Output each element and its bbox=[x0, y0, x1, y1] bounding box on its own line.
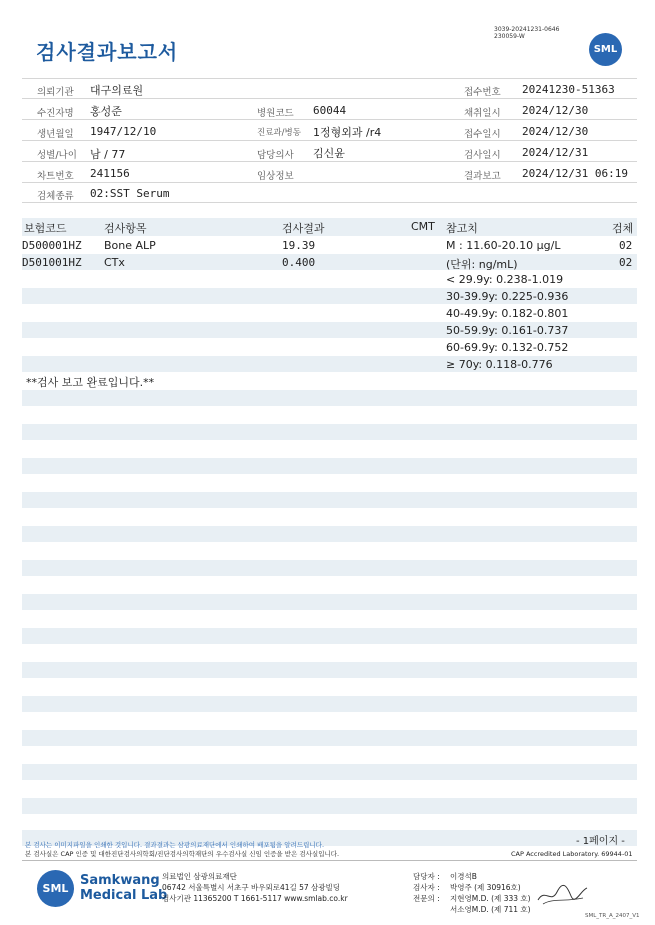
sml-logo-icon: SML bbox=[37, 870, 74, 907]
birth-label: 생년월일 bbox=[37, 129, 74, 140]
col-header-specimen: 검체 bbox=[612, 222, 634, 235]
signature-icon bbox=[535, 880, 590, 910]
org-contact: 검사기관 11365200 T 1661-5117 www.smlab.co.kr bbox=[162, 894, 348, 903]
cap-accreditation: CAP Accredited Laboratory. 69944-01 bbox=[511, 850, 633, 858]
reference-line: < 29.9y: 0.238-1.019 bbox=[446, 273, 564, 286]
col-header-cmt: CMT bbox=[411, 220, 435, 233]
reference-line: 30-39.9y: 0.225-0.936 bbox=[446, 290, 569, 303]
table-row-result: 0.400 bbox=[282, 256, 316, 269]
test-date-value: 2024/12/31 bbox=[522, 146, 589, 159]
form-code: SML_TR_A_2407_V1 bbox=[585, 913, 640, 919]
receipt-date-label: 접수일시 bbox=[464, 129, 501, 140]
table-row-result: 19.39 bbox=[282, 239, 316, 252]
reference-line: 50-59.9y: 0.161-0.737 bbox=[446, 324, 569, 337]
report-complete-note: **검사 보고 완료입니다.** bbox=[26, 376, 155, 389]
report-date-value: 2024/12/31 06:19 bbox=[522, 167, 628, 180]
table-stripe bbox=[22, 390, 637, 406]
dept-value: 1정형외과 /r4 bbox=[313, 126, 382, 139]
patient-name-label: 수진자명 bbox=[37, 108, 74, 119]
table-row-item: CTx bbox=[104, 256, 125, 269]
institution-label: 의뢰기관 bbox=[37, 87, 74, 98]
table-stripe bbox=[22, 696, 637, 712]
brand-line1: Samkwang bbox=[80, 873, 160, 888]
col-header-item: 검사항목 bbox=[104, 222, 147, 235]
org-address: 06742 서울특별시 서초구 바우뫼로41길 57 삼광빌딩 bbox=[162, 883, 341, 892]
table-row-code: D501001HZ bbox=[22, 256, 82, 269]
table-row-code: D500001HZ bbox=[22, 239, 82, 252]
dept-label: 진료과/병동 bbox=[257, 128, 301, 138]
table-row-item: Bone ALP bbox=[104, 239, 156, 252]
sex-age-value: 남 / 77 bbox=[90, 148, 126, 161]
brand-line2: Medical Lab bbox=[80, 888, 168, 903]
table-stripe bbox=[22, 424, 637, 440]
org-name: 의료법인 삼광의료재단 bbox=[162, 872, 237, 881]
footer-note-cap: 본 검사실은 CAP 인증 및 대한진단검사의학회/진단검사의학재단의 우수검사실 신임 인증을 받은 검사실입니다. bbox=[25, 850, 340, 858]
doctor-label: 담당의사 bbox=[257, 150, 294, 161]
staff-value: 박영주 (제 30916호) bbox=[450, 883, 521, 892]
staff-label: 전문의 : bbox=[413, 894, 440, 903]
reference-line: 40-49.9y: 0.182-0.801 bbox=[446, 307, 569, 320]
hospital-code-value: 60044 bbox=[313, 104, 347, 117]
divider bbox=[22, 78, 637, 79]
receipt-no-value: 20241230-51363 bbox=[522, 83, 615, 96]
table-stripe bbox=[22, 560, 637, 576]
sml-logo-icon: SML bbox=[589, 33, 622, 66]
table-stripe bbox=[22, 662, 637, 678]
sex-age-label: 성별/나이 bbox=[37, 150, 77, 161]
report-date-label: 결과보고 bbox=[464, 171, 501, 182]
table-row-specimen: 02 bbox=[619, 256, 633, 269]
page-title: 검사결과보고서 bbox=[36, 40, 179, 64]
hospital-code-label: 병원코드 bbox=[257, 108, 294, 119]
patient-name-value: 홍성준 bbox=[90, 105, 122, 118]
specimen-type-label: 검체종류 bbox=[37, 191, 74, 202]
reference-line: ≥ 70y: 0.118-0.776 bbox=[446, 358, 553, 371]
staff-label: 담당자 : bbox=[413, 872, 440, 881]
divider bbox=[22, 202, 637, 203]
table-row-reference: (단위: ng/mL) bbox=[446, 258, 518, 271]
collect-date-label: 채취일시 bbox=[464, 108, 501, 119]
table-row-specimen: 02 bbox=[619, 239, 633, 252]
table-stripe bbox=[22, 594, 637, 610]
staff-value: 이경석B bbox=[450, 872, 477, 881]
table-stripe bbox=[22, 492, 637, 508]
table-stripe bbox=[22, 798, 637, 814]
brand-name bbox=[80, 873, 167, 903]
document-number bbox=[494, 26, 559, 40]
page-number: - 1페이지 - bbox=[576, 836, 625, 847]
divider bbox=[22, 119, 637, 120]
document-number-line1: 3039-20241231-0646 bbox=[494, 26, 560, 33]
col-header-code: 보험코드 bbox=[24, 222, 67, 235]
col-header-reference: 참고치 bbox=[446, 222, 478, 235]
footer-note-print: 본 검사는 이미지파일을 인쇄한 것입니다. 결과결과는 삼광의료재단에서 인쇄하여 배포됨을 알려드립니다. bbox=[25, 841, 325, 849]
divider bbox=[22, 860, 637, 861]
institution-value: 대구의료원 bbox=[90, 84, 144, 97]
specimen-type-value: 02:SST Serum bbox=[90, 187, 170, 200]
doctor-value: 김신윤 bbox=[313, 147, 345, 160]
receipt-date-value: 2024/12/30 bbox=[522, 125, 589, 138]
staff-label: 검사자 : bbox=[413, 883, 440, 892]
chart-no-label: 차트번호 bbox=[37, 171, 74, 182]
divider bbox=[22, 161, 637, 162]
divider bbox=[22, 98, 637, 99]
clinical-info-label: 임상정보 bbox=[257, 171, 294, 182]
test-date-label: 검사일시 bbox=[464, 150, 501, 161]
divider bbox=[22, 182, 637, 183]
table-stripe bbox=[22, 730, 637, 746]
birth-value: 1947/12/10 bbox=[90, 125, 157, 138]
document-number-line2: 230059-W bbox=[494, 33, 525, 40]
table-stripe bbox=[22, 458, 637, 474]
chart-no-value: 241156 bbox=[90, 167, 130, 180]
staff-value: 서소영M.D. (제 711 호) bbox=[450, 905, 531, 914]
receipt-no-label: 접수번호 bbox=[464, 87, 501, 98]
table-stripe bbox=[22, 526, 637, 542]
table-row-reference: M : 11.60-20.10 μg/L bbox=[446, 239, 561, 252]
collect-date-value: 2024/12/30 bbox=[522, 104, 589, 117]
col-header-result: 검사결과 bbox=[282, 222, 325, 235]
divider bbox=[22, 140, 637, 141]
reference-line: 60-69.9y: 0.132-0.752 bbox=[446, 341, 569, 354]
table-stripe bbox=[22, 764, 637, 780]
table-stripe bbox=[22, 628, 637, 644]
staff-value: 지현영M.D. (제 333 호) bbox=[450, 894, 531, 903]
